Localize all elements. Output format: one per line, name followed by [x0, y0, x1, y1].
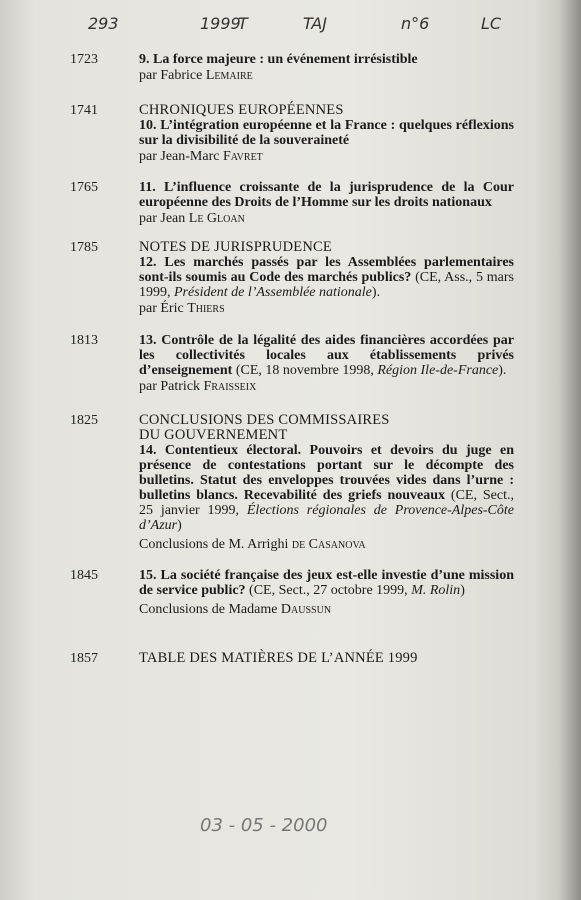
- page-number: 1765: [70, 180, 98, 195]
- entry-conclusions: Conclusions de Madame Daussun: [139, 602, 332, 617]
- entry-author: par Jean-Marc Favret: [139, 149, 263, 164]
- entry-title: 9. La force majeure : un événement irrésistible: [139, 52, 418, 67]
- handwriting-f: LC: [481, 14, 502, 33]
- page-number: 1813: [70, 333, 98, 348]
- section-heading: NOTES DE JURISPRUDENCE: [139, 239, 332, 255]
- page-number: 1845: [70, 568, 98, 583]
- entry-author: par Éric Thiers: [139, 301, 225, 316]
- handwriting-a: 293: [88, 14, 119, 33]
- entry-text: 14. Contentieux électoral. Pouvoirs et devoirs du juge en présence de contestations portant sur le décompte des bulletins. Statut des enveloppes trouvées vides dans l’urne : bulletins blancs. Recevabilité des griefs nouveaux (CE, Sect., 25 janvier 1999, Élections régionales de Provence-Alpes-Côte d’Azur): [139, 443, 514, 533]
- entry-title: 11. L’influence croissante de la jurisprudence de la Cour européenne des Droits de l’Homme sur les droits nationaux: [139, 180, 514, 210]
- entry-author: par Jean Le Gloan: [139, 211, 245, 226]
- page-edge-shadow: [559, 0, 581, 900]
- handwriting-e: n°6: [401, 14, 430, 33]
- handwritten-annotations: [88, 14, 548, 40]
- handwriting-d: TAJ: [303, 14, 327, 33]
- entry-conclusions: Conclusions de M. Arrighi de Casanova: [139, 537, 366, 552]
- entry-text: 12. Les marchés passés par les Assemblées parlementaires sont-ils soumis au Code des marchés publics? (CE, Ass., 5 mars 1999, Président de l’Assemblée nationale).: [139, 255, 514, 300]
- entry-author: par Patrick Fraisseix: [139, 379, 257, 394]
- page-number: 1857: [70, 651, 98, 666]
- page-number: 1741: [70, 103, 98, 118]
- section-heading: TABLE DES MATIÈRES DE L’ANNÉE 1999: [139, 650, 418, 666]
- handwriting-c: T: [238, 14, 248, 33]
- section-heading-line-1: CONCLUSIONS DES COMMISSAIRES: [139, 412, 390, 428]
- entry-author: par Fabrice Lemaire: [139, 68, 253, 83]
- page-number: 1825: [70, 413, 98, 428]
- handwriting-b: 1999: [200, 14, 241, 33]
- section-heading: CHRONIQUES EUROPÉENNES: [139, 102, 344, 118]
- page-number: 1785: [70, 240, 98, 255]
- entry-text: 13. Contrôle de la légalité des aides financières accordées par les collectivités locales aux établissements privés d’enseignement (CE, 18 novembre 1998, Région Ile-de-France).: [139, 333, 514, 378]
- entry-text: 15. La société française des jeux est-elle investie d’une mission de service public? (CE, Sect., 27 octobre 1999, M. Rolin): [139, 568, 514, 598]
- section-heading-line-2: DU GOUVERNEMENT: [139, 427, 288, 443]
- date-stamp: 03 - 05 - 2000: [200, 815, 328, 836]
- page-number: 1723: [70, 52, 98, 67]
- entry-title: 10. L’intégration européenne et la France : quelques réflexions sur la divisibilité de la souveraineté: [139, 118, 514, 148]
